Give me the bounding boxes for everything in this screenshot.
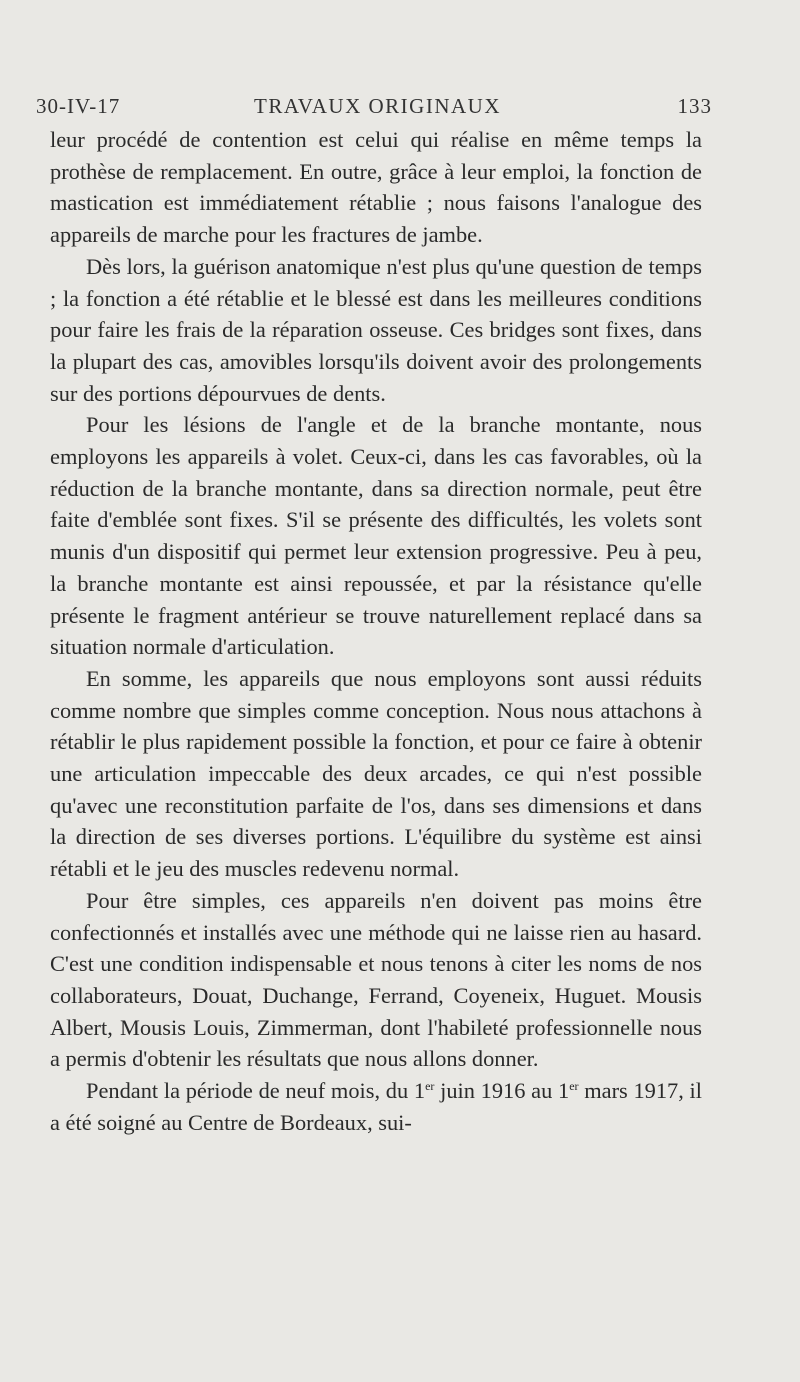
ordinal-suffix-2: er bbox=[569, 1079, 579, 1094]
header-title: TRAVAUX ORIGINAUX bbox=[254, 94, 501, 118]
paragraph-6-part-1: Pendant la période de neuf mois, du 1 bbox=[86, 1078, 426, 1104]
paragraph-1: leur procédé de contention est celui qui réalise en même temps la prothèse de remplacement. En outre, grâce à leur emploi, la fonction de mastication est immédiatement rétablie ; nous faisons l'analogue des appareils de marche pour les fractures de jambe. bbox=[50, 127, 702, 248]
paragraph-4: En somme, les appareils que nous employons sont aussi réduits comme nombre que simples comme conception. Nous nous attachons à rétablir le plus rapidement possible la fonction, et pour ce faire à obtenir une articulation impeccable des deux arcades, ce qui n'est possible qu'avec une reconstitution parfaite de l'os, dans ses dimensions et dans la direction de ses diverses portions. L'équilibre du système est ainsi rétabli et le jeu des muscles redevenu normal. bbox=[50, 665, 702, 882]
paragraph-2: Dès lors, la guérison anatomique n'est plus qu'une question de temps ; la fonction a été rétablie et le blessé est dans les meilleures conditions pour faire les frais de la réparation osseuse. Ces bridges sont fixes, dans la plupart des cas, amovibles lorsqu'ils doivent avoir des prolongements sur des portions dépourvues de dents. bbox=[50, 253, 702, 406]
paragraph-6-part-2: juin 1916 au 1 bbox=[434, 1078, 570, 1104]
header-date: 30-IV-17 bbox=[36, 94, 121, 118]
paragraph-6-part-3: mars 1917, il a été soigné au Centre de Bordeaux, sui- bbox=[50, 1078, 702, 1135]
page-number: 133 bbox=[677, 94, 712, 118]
ordinal-suffix-1: er bbox=[425, 1079, 435, 1094]
paragraph-6 bbox=[50, 1075, 702, 1138]
paragraph-3: Pour les lésions de l'angle et de la branche montante, nous employons les appareils à volet. Ceux-ci, dans les cas favorables, où la réduction de la branche montante, dans sa direction normale, peut être faite d'emblée sont fixes. S'il se présente des difficultés, les volets sont munis d'un dispositif qui permet leur extension progressive. Peu à peu, la branche montante est ainsi repoussée, et par la résistance qu'elle présente le fragment antérieur se trouve naturellement replacé dans sa situation normale d'articulation. bbox=[50, 412, 702, 660]
body-text bbox=[50, 124, 702, 1139]
paragraph-5: Pour être simples, ces appareils n'en doivent pas moins être confectionnés et installés avec une méthode qui ne laisse rien au hasard. C'est une condition indispensable et nous tenons à citer les noms de nos collaborateurs, Douat, Duchange, Ferrand, Coyeneix, Huguet. Mousis Albert, Mousis Louis, Zimmerman, dont l'habileté professionnelle nous a permis d'obtenir les résultats que nous allons donner. bbox=[50, 887, 702, 1072]
